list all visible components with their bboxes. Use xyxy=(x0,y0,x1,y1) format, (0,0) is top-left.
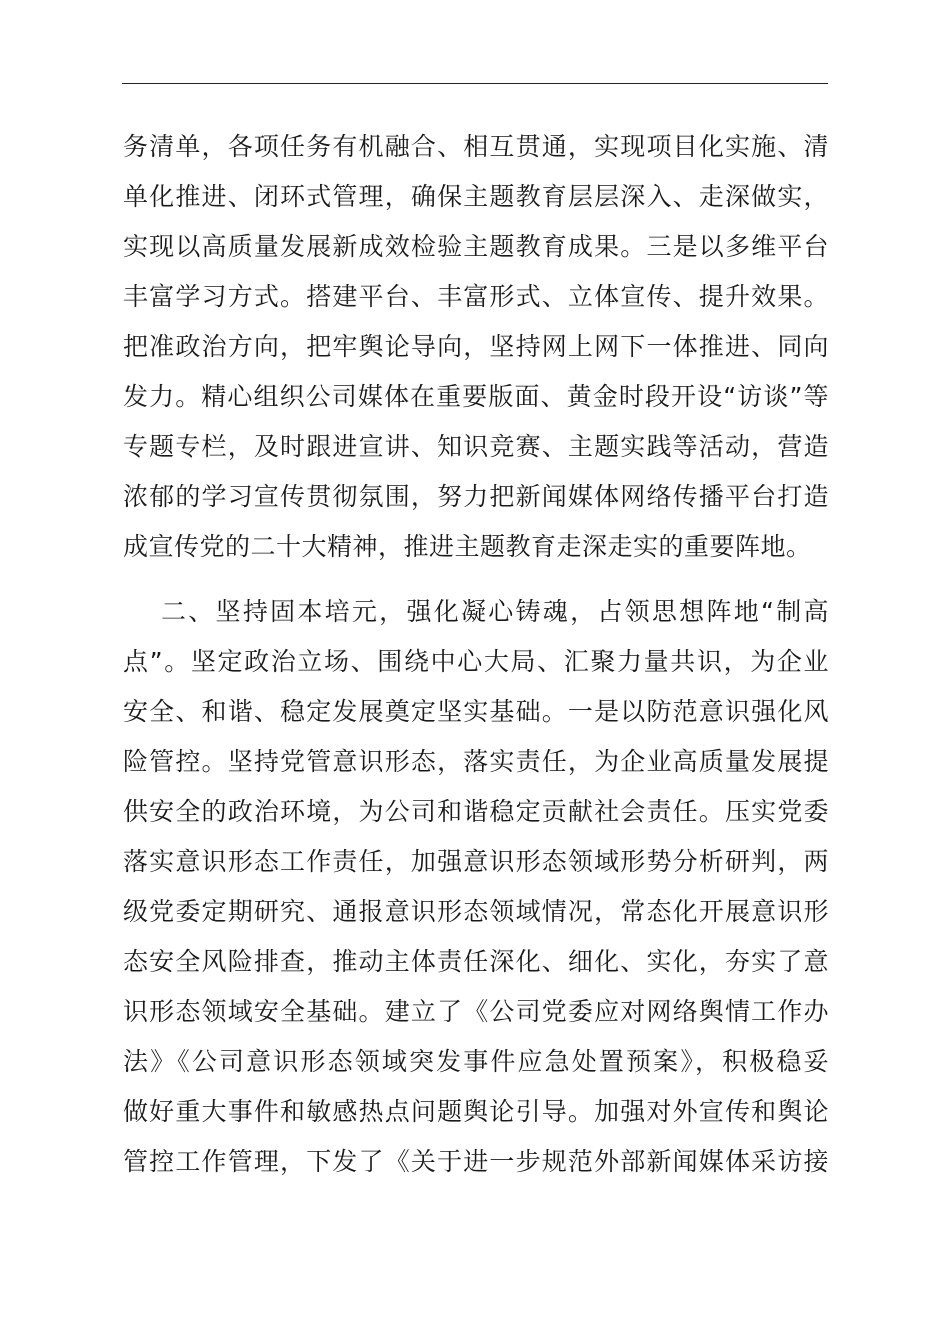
paragraph-line: 做好重大事件和敏感热点问题舆论引导。加强对外宣传和舆论 xyxy=(123,1097,829,1126)
paragraph-line: 识形态领域安全基础。建立了《公司党委应对网络舆情工作办 xyxy=(123,997,829,1026)
paragraph-line: 发力。精心组织公司媒体在重要版面、黄金时段开设“访谈”等 xyxy=(123,382,829,411)
paragraph-line: 成宣传党的二十大精神，推进主题教育走深走实的重要阵地。 xyxy=(123,532,812,561)
paragraph-line: 法》《公司意识形态领域突发事件应急处置预案》，积极稳妥 xyxy=(123,1047,829,1076)
paragraph-line: 二、坚持固本培元，强化凝心铸魂，占领思想阵地“制高 xyxy=(161,597,829,626)
paragraph-line: 单化推进、闭环式管理，确保主题教育层层深入、走深做实， xyxy=(123,182,829,211)
paragraph-line: 管控工作管理，下发了《关于进一步规范外部新闻媒体采访接 xyxy=(123,1147,829,1176)
paragraph-line: 供安全的政治环境，为公司和谐稳定贡献社会责任。压实党委 xyxy=(123,797,829,826)
paragraph-line: 丰富学习方式。搭建平台、丰富形式、立体宣传、提升效果。 xyxy=(123,282,829,311)
paragraph-line: 浓郁的学习宣传贯彻氛围，努力把新闻媒体网络传播平台打造 xyxy=(123,482,829,511)
paragraph-line: 点”。坚定政治立场、围绕中心大局、汇聚力量共识，为企业 xyxy=(123,647,829,676)
paragraph-line: 态安全风险排查，推动主体责任深化、细化、实化，夯实了意 xyxy=(123,947,829,976)
paragraph-line: 专题专栏，及时跟进宣讲、知识竞赛、主题实践等活动，营造 xyxy=(123,432,829,461)
paragraph-line: 险管控。坚持党管意识形态，落实责任，为企业高质量发展提 xyxy=(123,747,829,776)
paragraph-line: 级党委定期研究、通报意识形态领域情况，常态化开展意识形 xyxy=(123,897,829,926)
paragraph-line: 实现以高质量发展新成效检验主题教育成果。三是以多维平台 xyxy=(123,232,829,261)
paragraph-line: 把准政治方向，把牢舆论导向，坚持网上网下一体推进、同向 xyxy=(123,332,829,361)
header-rule xyxy=(122,83,828,84)
paragraph-line: 落实意识形态工作责任，加强意识形态领域形势分析研判，两 xyxy=(123,847,829,876)
paragraph-line: 务清单，各项任务有机融合、相互贯通，实现项目化实施、清 xyxy=(123,132,829,161)
paragraph-line: 安全、和谐、稳定发展奠定坚实基础。一是以防范意识强化风 xyxy=(123,697,829,726)
